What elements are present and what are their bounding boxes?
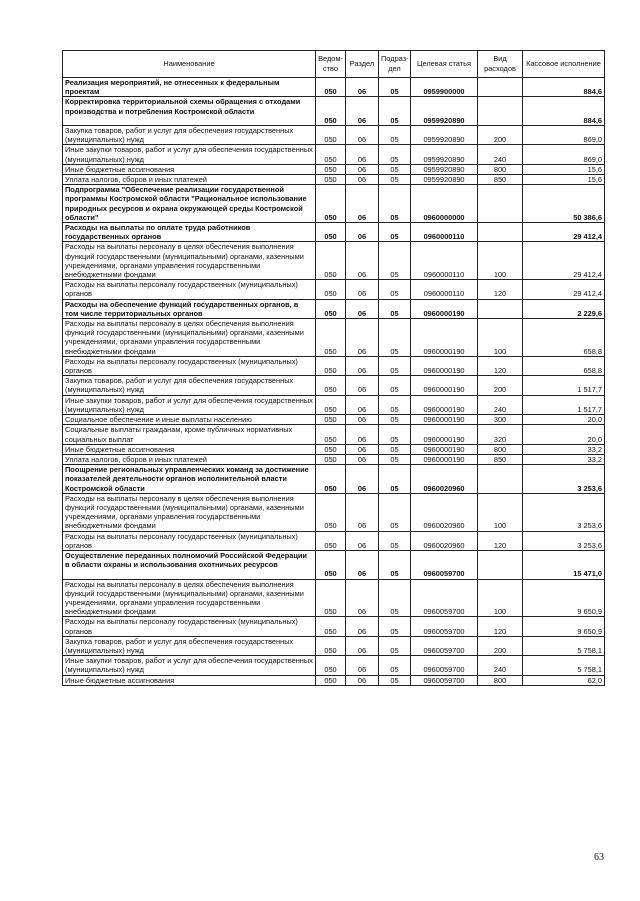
- row-name: Уплата налогов, сборов и иных платежей: [63, 454, 316, 464]
- row-subsection: 05: [379, 175, 411, 185]
- row-section: 06: [346, 223, 379, 242]
- row-subsection: 05: [379, 454, 411, 464]
- budget-document: [62, 50, 604, 686]
- table-row: [63, 656, 605, 675]
- table-row: [63, 299, 605, 318]
- row-subsection: 05: [379, 465, 411, 494]
- row-expense-type: [478, 185, 523, 223]
- row-expense-type: 850: [478, 175, 523, 185]
- row-dept: 050: [316, 425, 346, 444]
- row-target: 0960000110: [411, 223, 478, 242]
- row-expense-type: [478, 97, 523, 126]
- row-section: 06: [346, 185, 379, 223]
- row-cash-execution: 869,0: [523, 145, 605, 164]
- row-dept: 050: [316, 531, 346, 550]
- row-subsection: 05: [379, 376, 411, 395]
- table-row: [63, 395, 605, 414]
- row-cash-execution: 15,6: [523, 164, 605, 174]
- row-dept: 050: [316, 299, 346, 318]
- row-cash-execution: 50 386,6: [523, 185, 605, 223]
- table-row: [63, 223, 605, 242]
- table-row: [63, 356, 605, 375]
- row-dept: 050: [316, 280, 346, 299]
- row-section: 06: [346, 299, 379, 318]
- row-cash-execution: 33,2: [523, 454, 605, 464]
- row-section: 06: [346, 675, 379, 685]
- row-dept: 050: [316, 356, 346, 375]
- row-dept: 050: [316, 444, 346, 454]
- table-row: [63, 164, 605, 174]
- row-target: 0960059700: [411, 550, 478, 579]
- row-cash-execution: 15,6: [523, 175, 605, 185]
- row-subsection: 05: [379, 280, 411, 299]
- row-expense-type: 100: [478, 242, 523, 280]
- page-number: 63: [594, 852, 604, 863]
- row-dept: 050: [316, 550, 346, 579]
- row-dept: 050: [316, 78, 346, 97]
- row-target: 0960059700: [411, 617, 478, 636]
- row-dept: 050: [316, 675, 346, 685]
- row-section: 06: [346, 126, 379, 145]
- row-expense-type: 240: [478, 145, 523, 164]
- row-dept: 050: [316, 579, 346, 617]
- row-section: 06: [346, 465, 379, 494]
- row-dept: 050: [316, 465, 346, 494]
- row-target: 0960000110: [411, 280, 478, 299]
- table-body: [63, 78, 605, 686]
- row-subsection: 05: [379, 164, 411, 174]
- row-cash-execution: 1 517,7: [523, 376, 605, 395]
- row-expense-type: [478, 223, 523, 242]
- row-subsection: 05: [379, 145, 411, 164]
- row-subsection: 05: [379, 425, 411, 444]
- row-name: Закупка товаров, работ и услуг для обеспечения государственных (муниципальных) нужд: [63, 126, 316, 145]
- row-target: 0959920890: [411, 164, 478, 174]
- table-row: [63, 636, 605, 655]
- row-section: 06: [346, 242, 379, 280]
- row-expense-type: 200: [478, 126, 523, 145]
- row-section: 06: [346, 175, 379, 185]
- row-expense-type: 800: [478, 675, 523, 685]
- row-name: Иные бюджетные ассигнования: [63, 164, 316, 174]
- row-expense-type: 850: [478, 454, 523, 464]
- row-expense-type: [478, 550, 523, 579]
- row-target: 0960000190: [411, 356, 478, 375]
- row-cash-execution: 3 253,6: [523, 493, 605, 531]
- table-row: [63, 465, 605, 494]
- row-name: Расходы на выплаты персоналу в целях обеспечения выполнения функций государственными (муниципальными) органами, казенными учреждениями, органами управления государственными внебюджетными фондами: [63, 242, 316, 280]
- row-name: Расходы на выплаты по оплате труда работников государственных органов: [63, 223, 316, 242]
- table-row: [63, 579, 605, 617]
- row-section: 06: [346, 531, 379, 550]
- row-section: 06: [346, 636, 379, 655]
- table-row: [63, 126, 605, 145]
- row-expense-type: 120: [478, 617, 523, 636]
- row-target: 0960000190: [411, 454, 478, 464]
- row-subsection: 05: [379, 78, 411, 97]
- row-target: 0960000190: [411, 299, 478, 318]
- row-cash-execution: 5 758,1: [523, 636, 605, 655]
- row-subsection: 05: [379, 97, 411, 126]
- row-expense-type: 120: [478, 356, 523, 375]
- row-target: 0960000190: [411, 425, 478, 444]
- table-row: [63, 242, 605, 280]
- row-cash-execution: 29 412,4: [523, 242, 605, 280]
- row-name: Иные закупки товаров, работ и услуг для обеспечения государственных (муниципальных) нужд: [63, 395, 316, 414]
- row-cash-execution: 658,8: [523, 356, 605, 375]
- row-cash-execution: 62,0: [523, 675, 605, 685]
- row-name: Расходы на выплаты персоналу государственных (муниципальных) органов: [63, 280, 316, 299]
- header-target: Целевая статья: [411, 51, 478, 78]
- row-cash-execution: 9 650,9: [523, 579, 605, 617]
- row-name: Расходы на выплаты персоналу в целях обеспечения выполнения функций государственными (муниципальными) органами, казенными учреждениями, органами управления государственными внебюджетными фондами: [63, 319, 316, 357]
- row-subsection: 05: [379, 242, 411, 280]
- row-expense-type: 240: [478, 656, 523, 675]
- header-cash-execution: Кассовое исполнение: [523, 51, 605, 78]
- row-expense-type: 300: [478, 415, 523, 425]
- row-section: 06: [346, 78, 379, 97]
- row-subsection: 05: [379, 319, 411, 357]
- budget-table: [62, 50, 605, 686]
- row-cash-execution: 15 471,0: [523, 550, 605, 579]
- row-subsection: 05: [379, 675, 411, 685]
- row-section: 06: [346, 145, 379, 164]
- row-subsection: 05: [379, 636, 411, 655]
- row-cash-execution: 2 229,6: [523, 299, 605, 318]
- row-expense-type: 800: [478, 164, 523, 174]
- header-section: Раздел: [346, 51, 379, 78]
- row-section: 06: [346, 97, 379, 126]
- row-cash-execution: 884,6: [523, 78, 605, 97]
- table-row: [63, 78, 605, 97]
- row-dept: 050: [316, 617, 346, 636]
- table-row: [63, 493, 605, 531]
- row-subsection: 05: [379, 356, 411, 375]
- row-target: 0960000190: [411, 444, 478, 454]
- row-expense-type: 200: [478, 636, 523, 655]
- row-target: 0960020960: [411, 493, 478, 531]
- row-expense-type: 100: [478, 493, 523, 531]
- row-section: 06: [346, 376, 379, 395]
- row-target: 0960000190: [411, 376, 478, 395]
- row-subsection: 05: [379, 395, 411, 414]
- row-name: Расходы на выплаты персоналу государственных (муниципальных) органов: [63, 531, 316, 550]
- row-cash-execution: 33,2: [523, 444, 605, 454]
- header-expense-type: Вид расходов: [478, 51, 523, 78]
- table-row: [63, 531, 605, 550]
- table-row: [63, 425, 605, 444]
- row-target: 0960000190: [411, 395, 478, 414]
- row-expense-type: 240: [478, 395, 523, 414]
- row-target: 0959920890: [411, 97, 478, 126]
- row-expense-type: [478, 299, 523, 318]
- row-dept: 050: [316, 97, 346, 126]
- row-expense-type: [478, 465, 523, 494]
- row-subsection: 05: [379, 444, 411, 454]
- row-subsection: 05: [379, 299, 411, 318]
- row-cash-execution: 5 758,1: [523, 656, 605, 675]
- row-dept: 050: [316, 185, 346, 223]
- row-target: 0960059700: [411, 579, 478, 617]
- table-row: [63, 185, 605, 223]
- table-row: [63, 454, 605, 464]
- row-name: Подпрограмма "Обеспечение реализации государственной программы Костромской области "Рациональное использование природных ресурсов и охрана окружающей среды Костромской области": [63, 185, 316, 223]
- row-target: 0960059700: [411, 656, 478, 675]
- row-name: Расходы на выплаты персоналу в целях обеспечения выполнения функций государственными (муниципальными) органами, казенными учреждениями, органами управления государственными внебюджетными фондами: [63, 493, 316, 531]
- row-expense-type: 120: [478, 280, 523, 299]
- row-dept: 050: [316, 493, 346, 531]
- table-row: [63, 376, 605, 395]
- row-section: 06: [346, 579, 379, 617]
- row-subsection: 05: [379, 185, 411, 223]
- table-row: [63, 280, 605, 299]
- row-cash-execution: 9 650,9: [523, 617, 605, 636]
- row-target: 0959920890: [411, 126, 478, 145]
- row-target: 0960000190: [411, 319, 478, 357]
- row-dept: 050: [316, 126, 346, 145]
- row-dept: 050: [316, 175, 346, 185]
- row-expense-type: 320: [478, 425, 523, 444]
- row-dept: 050: [316, 395, 346, 414]
- row-target: 0959920890: [411, 145, 478, 164]
- row-expense-type: 100: [478, 319, 523, 357]
- row-section: 06: [346, 550, 379, 579]
- table-row: [63, 97, 605, 126]
- table-row: [63, 675, 605, 685]
- row-section: 06: [346, 617, 379, 636]
- row-dept: 050: [316, 454, 346, 464]
- row-cash-execution: 29 412,4: [523, 280, 605, 299]
- row-cash-execution: 20,0: [523, 415, 605, 425]
- row-target: 0960020960: [411, 465, 478, 494]
- row-name: Закупка товаров, работ и услуг для обеспечения государственных (муниципальных) нужд: [63, 376, 316, 395]
- row-name: Уплата налогов, сборов и иных платежей: [63, 175, 316, 185]
- row-name: Иные бюджетные ассигнования: [63, 675, 316, 685]
- row-target: 0960000110: [411, 242, 478, 280]
- row-name: Корректировка территориальной схемы обращения с отходами производства и потребления Костромской области: [63, 97, 316, 126]
- row-name: Иные закупки товаров, работ и услуг для обеспечения государственных (муниципальных) нужд: [63, 145, 316, 164]
- row-subsection: 05: [379, 617, 411, 636]
- row-expense-type: 200: [478, 376, 523, 395]
- row-name: Закупка товаров, работ и услуг для обеспечения государственных (муниципальных) нужд: [63, 636, 316, 655]
- row-target: 0959920890: [411, 175, 478, 185]
- row-section: 06: [346, 444, 379, 454]
- row-name: Осуществление переданных полномочий Российской Федерации в области охраны и использования охотничьих ресурсов: [63, 550, 316, 579]
- table-row: [63, 444, 605, 454]
- row-cash-execution: 884,6: [523, 97, 605, 126]
- row-target: 0960059700: [411, 675, 478, 685]
- table-header-row: [63, 51, 605, 78]
- row-cash-execution: 3 253,6: [523, 465, 605, 494]
- row-section: 06: [346, 319, 379, 357]
- row-name: Расходы на выплаты персоналу государственных (муниципальных) органов: [63, 617, 316, 636]
- row-section: 06: [346, 454, 379, 464]
- row-dept: 050: [316, 319, 346, 357]
- row-subsection: 05: [379, 656, 411, 675]
- row-section: 06: [346, 656, 379, 675]
- row-target: 0959900000: [411, 78, 478, 97]
- row-subsection: 05: [379, 126, 411, 145]
- row-target: 0960020960: [411, 531, 478, 550]
- header-dept: Ведом-ство: [316, 51, 346, 78]
- row-expense-type: 100: [478, 579, 523, 617]
- row-cash-execution: 20,0: [523, 425, 605, 444]
- row-name: Поощрение региональных управленческих команд за достижение показателей деятельности органов исполнительной власти Костромской области: [63, 465, 316, 494]
- row-section: 06: [346, 280, 379, 299]
- row-subsection: 05: [379, 579, 411, 617]
- table-row: [63, 415, 605, 425]
- row-name: Иные закупки товаров, работ и услуг для обеспечения государственных (муниципальных) нужд: [63, 656, 316, 675]
- row-subsection: 05: [379, 550, 411, 579]
- row-dept: 050: [316, 242, 346, 280]
- row-dept: 050: [316, 145, 346, 164]
- row-section: 06: [346, 493, 379, 531]
- row-expense-type: [478, 78, 523, 97]
- table-row: [63, 319, 605, 357]
- row-name: Социальные выплаты гражданам, кроме публичных нормативных социальных выплат: [63, 425, 316, 444]
- row-target: 0960000190: [411, 415, 478, 425]
- row-name: Расходы на выплаты персоналу государственных (муниципальных) органов: [63, 356, 316, 375]
- row-cash-execution: 658,8: [523, 319, 605, 357]
- table-row: [63, 617, 605, 636]
- row-name: Реализация мероприятий, не отнесенных к федеральным проектам: [63, 78, 316, 97]
- row-cash-execution: 1 517,7: [523, 395, 605, 414]
- row-dept: 050: [316, 164, 346, 174]
- header-subsection: Подраз-дел: [379, 51, 411, 78]
- row-subsection: 05: [379, 531, 411, 550]
- row-cash-execution: 3 253,6: [523, 531, 605, 550]
- header-name: Наименование: [63, 51, 316, 78]
- row-section: 06: [346, 425, 379, 444]
- row-expense-type: 120: [478, 531, 523, 550]
- row-subsection: 05: [379, 493, 411, 531]
- row-name: Расходы на выплаты персоналу в целях обеспечения выполнения функций государственными (муниципальными) органами, казенными учреждениями, органами управления государственными внебюджетными фондами: [63, 579, 316, 617]
- table-row: [63, 550, 605, 579]
- row-dept: 050: [316, 656, 346, 675]
- row-dept: 050: [316, 636, 346, 655]
- row-subsection: 05: [379, 223, 411, 242]
- row-cash-execution: 29 412,4: [523, 223, 605, 242]
- row-section: 06: [346, 415, 379, 425]
- row-section: 06: [346, 395, 379, 414]
- row-section: 06: [346, 356, 379, 375]
- row-dept: 050: [316, 223, 346, 242]
- row-name: Расходы на обеспечение функций государственных органов, в том числе территориальных органов: [63, 299, 316, 318]
- row-expense-type: 800: [478, 444, 523, 454]
- row-name: Иные бюджетные ассигнования: [63, 444, 316, 454]
- row-target: 0960000000: [411, 185, 478, 223]
- table-row: [63, 175, 605, 185]
- row-section: 06: [346, 164, 379, 174]
- row-dept: 050: [316, 415, 346, 425]
- table-row: [63, 145, 605, 164]
- row-name: Социальное обеспечение и иные выплаты населению: [63, 415, 316, 425]
- row-subsection: 05: [379, 415, 411, 425]
- row-dept: 050: [316, 376, 346, 395]
- row-target: 0960059700: [411, 636, 478, 655]
- row-cash-execution: 869,0: [523, 126, 605, 145]
